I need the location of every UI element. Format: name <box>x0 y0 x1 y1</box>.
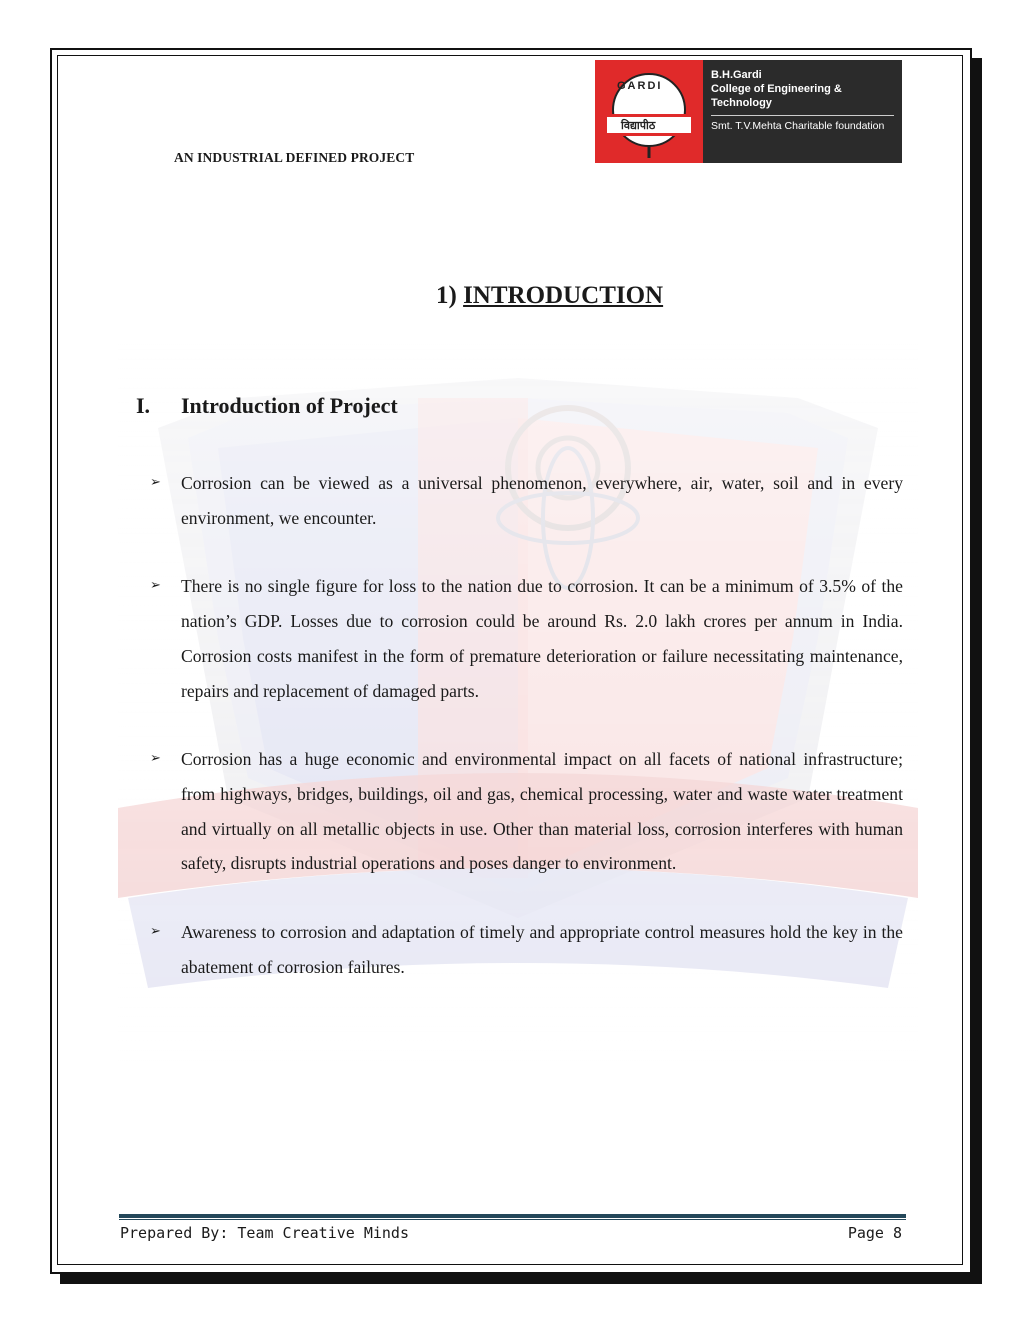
logo-line-3: Smt. T.V.Mehta Charitable foundation <box>711 120 885 132</box>
college-name-block <box>703 60 902 163</box>
bullet-list <box>150 466 903 1018</box>
college-logo <box>595 60 902 163</box>
logo-line-2: College of Engineering & Technology <box>711 83 842 109</box>
logo-separator <box>711 115 894 116</box>
list-item <box>150 915 903 984</box>
bullet-text: Awareness to corrosion and adaptation of timely and appropriate control measures hold the key in the abatement of corrosion failures. <box>181 922 903 977</box>
page-title <box>436 282 663 310</box>
bullet-arrow-icon: ➢ <box>150 924 161 940</box>
title-text: INTRODUCTION <box>463 282 664 309</box>
list-item <box>150 569 903 708</box>
footer-rule-thin <box>119 1219 906 1220</box>
section-heading <box>136 393 398 419</box>
emblem-text: GARDI <box>617 80 663 92</box>
title-number: 1) <box>436 282 457 309</box>
footer-page-number: Page 8 <box>847 1224 902 1242</box>
footer-rule <box>119 1214 906 1218</box>
bullet-arrow-icon: ➢ <box>150 578 161 594</box>
gardi-emblem <box>595 60 703 163</box>
project-label: AN INDUSTRIAL DEFINED PROJECT <box>174 150 415 165</box>
list-item <box>150 742 903 881</box>
footer-prepared-by: Prepared By: Team Creative Minds <box>120 1224 409 1242</box>
bullet-text: Corrosion can be viewed as a universal phenomenon, everywhere, air, water, soil and in every environment, we encounter. <box>181 473 903 528</box>
bullet-arrow-icon: ➢ <box>150 475 161 490</box>
section-title: Introduction of Project <box>181 393 398 418</box>
list-item <box>150 466 903 535</box>
gardi-emblem-icon <box>595 60 703 163</box>
bullet-text: There is no single figure for loss to the nation due to corrosion. It can be a minimum of 3.5% of the nation’s GDP. Losses due to corrosion could be around Rs. 2.0 lakh crores per annum in India. Corrosion costs manifest in the form of premature deterioration or failure necessitating maintenance, repairs and replacement of damaged parts. <box>181 576 903 701</box>
logo-line-1: B.H.Gardi <box>711 69 762 81</box>
bullet-arrow-icon: ➢ <box>150 751 161 767</box>
bullet-text: Corrosion has a huge economic and environmental impact on all facets of national infrastructure; from highways, bridges, buildings, oil and gas, chemical processing, water and waste water treatment and virtually on all metallic objects in use. Other than material loss, corrosion interferes with human safety, disrupts industrial operations and poses danger to environment. <box>181 749 903 874</box>
section-numeral: I. <box>136 393 151 418</box>
emblem-subtext: विद्यापीठ <box>621 119 656 132</box>
